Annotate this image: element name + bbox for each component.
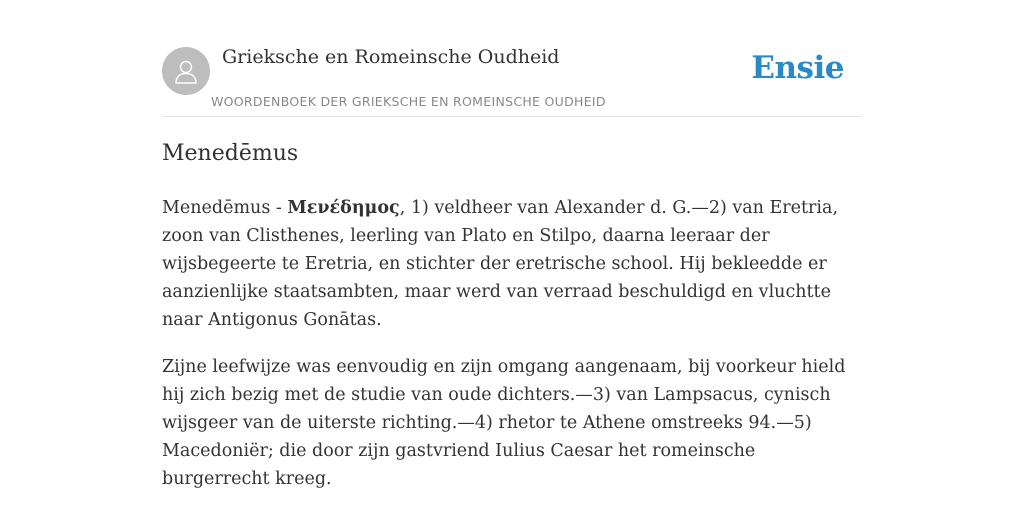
page-container [162,44,862,489]
greek-term: Μενέδημος [287,198,400,218]
headword-separator: - [270,198,288,218]
definition-paragraph-2: Zijne leefwijze was eenvoudig en zijn omgang aangenaam, bij voorkeur hield hij zich bezig met de studie van oude dichters.—3) van Lampsacus, cynisch wijsgeer van de uiterste richting.—4) rhetor te Athene omstreeks 94.—5) Macedoniër; die door zijn gastvriend Iulius Caesar het romeinsche burgerrecht kreeg. [162,357,846,489]
definition-text-1: , 1) veldheer van Alexander d. G.—2) van Eretria, zoon van Clisthenes, leerling van Plato en Stilpo, daarna leeraar der wijsbegeerte te Eretria, en stichter der eretrische school. Hij bekleedde er aanzienlijke staatsambten, maar werd van verraad beschuldigd en vluchtte naar Antigonus Gonātas. [162,198,839,330]
dictionary-subtitle: WOORDENBOEK DER GRIEKSCHE EN ROMEINSCHE OUDHEID [211,94,606,109]
entry-title: Menedēmus [162,141,299,166]
entry-headword: Menedēmus [162,198,271,218]
dictionary-title-link[interactable]: Grieksche en Romeinsche Oudheid [222,46,560,68]
dictionary-header [162,44,862,117]
definition-paragraph-1 [162,194,862,334]
ensie-logo[interactable]: Ensie [751,50,844,86]
entry-definition [162,194,862,512]
user-icon [172,57,200,85]
dictionary-avatar[interactable] [162,47,210,95]
